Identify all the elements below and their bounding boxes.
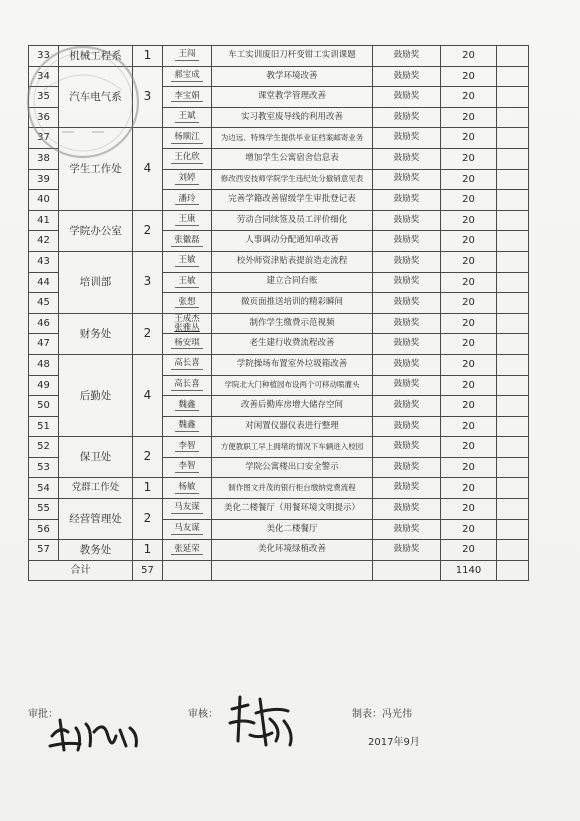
project-title: 学院操场布置室外垃圾箱改善 <box>212 354 373 375</box>
project-title: 建立合同台账 <box>212 272 373 293</box>
award-amount: 20 <box>441 66 497 87</box>
table-row <box>29 354 529 375</box>
table-row <box>29 540 529 561</box>
dept-name: 汽车电气系 <box>59 66 133 128</box>
blank-cell <box>497 313 529 334</box>
blank-cell <box>497 128 529 149</box>
dept-count: 4 <box>133 354 163 436</box>
award-amount: 20 <box>441 478 497 499</box>
project-title: 人事调动分配通知单改善 <box>212 231 373 252</box>
person-cell <box>163 375 212 396</box>
dept-name: 保卫处 <box>59 437 133 478</box>
person-name: 张徽磊 <box>171 236 203 247</box>
person-name: 王斌 <box>175 112 198 123</box>
project-title: 课堂教学管理改善 <box>212 87 373 108</box>
person-name: 王成杰 <box>174 314 200 325</box>
blank-cell <box>497 499 529 520</box>
dept-count: 2 <box>133 313 163 354</box>
total-row <box>29 560 529 581</box>
award-level: 鼓励奖 <box>373 457 441 478</box>
dept-name: 机械工程系 <box>59 46 133 67</box>
person-cell <box>163 128 212 149</box>
row-number: 52 <box>29 437 59 458</box>
award-level: 鼓励奖 <box>373 87 441 108</box>
project-title: 学院公寓楼出口安全警示 <box>212 457 373 478</box>
approver-signature <box>46 706 146 758</box>
dept-count: 1 <box>133 478 163 499</box>
row-number: 39 <box>29 169 59 190</box>
row-number: 54 <box>29 478 59 499</box>
project-title: 为边远、特殊学生提供毕业证档案邮寄业务 <box>212 128 373 149</box>
person-cell <box>163 334 212 355</box>
row-number: 37 <box>29 128 59 149</box>
blank-cell <box>497 66 529 87</box>
dept-count: 2 <box>133 210 163 251</box>
award-level: 鼓励奖 <box>373 478 441 499</box>
person-name: 李宝娟 <box>171 92 203 103</box>
person-name-second: 张雅丛 <box>174 322 200 333</box>
person-cell <box>163 66 212 87</box>
table-row <box>29 437 529 458</box>
project-title: 制作图文并茂的银行柜台缴纳党费流程 <box>212 478 373 499</box>
row-number: 42 <box>29 231 59 252</box>
table-row <box>29 66 529 87</box>
award-level: 鼓励奖 <box>373 190 441 211</box>
award-level: 鼓励奖 <box>373 334 441 355</box>
blank-cell <box>497 272 529 293</box>
total-amount: 1140 <box>441 560 497 581</box>
person-cell <box>163 169 212 190</box>
person-name: 杨安琪 <box>171 339 203 350</box>
person-name: 王化欣 <box>171 153 203 164</box>
award-level: 鼓励奖 <box>373 416 441 437</box>
project-title: 教学环境改善 <box>212 66 373 87</box>
award-amount: 20 <box>441 46 497 67</box>
approve-label: 审批： <box>28 709 58 720</box>
blank-cell <box>497 46 529 67</box>
person-cell <box>163 354 212 375</box>
project-title: 劳动合同续签及员工评价细化 <box>212 210 373 231</box>
project-title: 学院北大门种植园布设两个可移动喷灌头 <box>212 375 373 396</box>
row-number: 38 <box>29 148 59 169</box>
person-cell <box>163 46 212 67</box>
person-name: 马友谋 <box>171 524 203 535</box>
award-amount: 20 <box>441 354 497 375</box>
award-amount: 20 <box>441 169 497 190</box>
person-name: 王敏 <box>175 256 198 267</box>
person-cell <box>163 396 212 417</box>
dept-count: 1 <box>133 540 163 561</box>
table-row <box>29 128 529 149</box>
dept-count: 2 <box>133 499 163 540</box>
table-row <box>29 251 529 272</box>
row-number: 34 <box>29 66 59 87</box>
row-number: 44 <box>29 272 59 293</box>
award-level: 鼓励奖 <box>373 251 441 272</box>
blank-cell <box>497 334 529 355</box>
row-number: 43 <box>29 251 59 272</box>
row-number: 33 <box>29 46 59 67</box>
award-level: 鼓励奖 <box>373 107 441 128</box>
person-cell <box>163 148 212 169</box>
project-title: 校外师资津贴表提前造走流程 <box>212 251 373 272</box>
award-amount: 20 <box>441 251 497 272</box>
person-name: 高长喜 <box>171 380 203 391</box>
award-level: 鼓励奖 <box>373 519 441 540</box>
dept-name: 经营管理处 <box>59 499 133 540</box>
blank-cell <box>497 416 529 437</box>
person-name: 张延荣 <box>171 545 203 556</box>
award-amount: 20 <box>441 457 497 478</box>
blank-cell <box>497 457 529 478</box>
dept-count: 3 <box>133 66 163 128</box>
award-amount: 20 <box>441 128 497 149</box>
award-level: 鼓励奖 <box>373 293 441 314</box>
dept-name: 培训部 <box>59 251 133 313</box>
award-amount: 20 <box>441 540 497 561</box>
project-title: 美化环境绿植改善 <box>212 540 373 561</box>
row-number: 50 <box>29 396 59 417</box>
person-cell <box>163 313 212 334</box>
row-number: 51 <box>29 416 59 437</box>
award-level: 鼓励奖 <box>373 375 441 396</box>
row-number: 36 <box>29 107 59 128</box>
blank-cell <box>497 148 529 169</box>
award-amount: 20 <box>441 499 497 520</box>
table-row <box>29 210 529 231</box>
project-title: 完善学籍改善留级学生审批登记表 <box>212 190 373 211</box>
person-cell <box>163 210 212 231</box>
project-title: 微页面推送培训的精彩瞬间 <box>212 293 373 314</box>
person-name: 王康 <box>175 215 198 226</box>
blank-cell <box>497 437 529 458</box>
person-cell <box>163 293 212 314</box>
person-name: 刘婷 <box>175 174 198 185</box>
project-title: 美化二楼餐厅（用餐环境文明提示） <box>212 499 373 520</box>
dept-name: 教务处 <box>59 540 133 561</box>
award-level: 鼓励奖 <box>373 231 441 252</box>
row-number: 49 <box>29 375 59 396</box>
blank-cell <box>497 169 529 190</box>
award-amount: 20 <box>441 437 497 458</box>
person-cell <box>163 251 212 272</box>
dept-count: 2 <box>133 437 163 478</box>
project-title: 改善后勤库房增大储存空间 <box>212 396 373 417</box>
blank-cell <box>497 478 529 499</box>
person-name: 王闯 <box>175 50 198 61</box>
blank-cell <box>497 231 529 252</box>
row-number: 47 <box>29 334 59 355</box>
person-name: 魏鑫 <box>175 401 198 412</box>
dept-name: 学生工作处 <box>59 128 133 210</box>
award-level: 鼓励奖 <box>373 46 441 67</box>
award-amount: 20 <box>441 375 497 396</box>
person-name: 高长喜 <box>171 359 203 370</box>
award-level: 鼓励奖 <box>373 210 441 231</box>
blank-cell <box>497 190 529 211</box>
blank-cell <box>497 519 529 540</box>
person-cell <box>163 272 212 293</box>
blank-cell <box>497 87 529 108</box>
project-title: 增加学生公寓宿舍信息表 <box>212 148 373 169</box>
award-level: 鼓励奖 <box>373 313 441 334</box>
person-cell <box>163 416 212 437</box>
award-level: 鼓励奖 <box>373 354 441 375</box>
award-amount: 20 <box>441 313 497 334</box>
row-number: 35 <box>29 87 59 108</box>
table-row <box>29 478 529 499</box>
person-cell <box>163 499 212 520</box>
person-name: 李智 <box>175 462 198 473</box>
project-title: 美化二楼餐厅 <box>212 519 373 540</box>
person-cell <box>163 231 212 252</box>
award-amount: 20 <box>441 107 497 128</box>
blank-cell <box>497 560 529 581</box>
project-title: 对闲置仪器仪表进行整理 <box>212 416 373 437</box>
row-number: 46 <box>29 313 59 334</box>
blank-cell <box>497 210 529 231</box>
reviewer-signature <box>226 689 300 751</box>
award-level: 鼓励奖 <box>373 272 441 293</box>
project-title: 实习教室废导线的利用改善 <box>212 107 373 128</box>
person-name: 杨顺江 <box>171 133 203 144</box>
row-number: 55 <box>29 499 59 520</box>
person-name: 张想 <box>175 298 198 309</box>
project-title: 老生建行收费流程改善 <box>212 334 373 355</box>
dept-name: 党群工作处 <box>59 478 133 499</box>
award-level: 鼓励奖 <box>373 396 441 417</box>
row-number: 41 <box>29 210 59 231</box>
project-title: 修改西安技师学院学生违纪处分撤销意见表 <box>212 169 373 190</box>
row-number: 53 <box>29 457 59 478</box>
blank-cell <box>497 375 529 396</box>
award-amount: 20 <box>441 210 497 231</box>
award-amount: 20 <box>441 190 497 211</box>
award-level: 鼓励奖 <box>373 540 441 561</box>
person-cell <box>163 437 212 458</box>
person-name: 李智 <box>175 442 198 453</box>
person-name: 王敏 <box>175 277 198 288</box>
blank-cell <box>497 354 529 375</box>
total-label: 合计 <box>29 560 133 581</box>
award-level: 鼓励奖 <box>373 437 441 458</box>
award-level: 鼓励奖 <box>373 148 441 169</box>
blank-cell <box>497 107 529 128</box>
award-amount: 20 <box>441 231 497 252</box>
award-amount: 20 <box>441 334 497 355</box>
document-date: 2017年9月 <box>368 737 420 748</box>
row-number: 40 <box>29 190 59 211</box>
total-count: 57 <box>133 560 163 581</box>
person-name: 魏鑫 <box>175 421 198 432</box>
dept-name: 财务处 <box>59 313 133 354</box>
person-name: 马友谋 <box>171 503 203 514</box>
dept-name: 学院办公室 <box>59 210 133 251</box>
award-level: 鼓励奖 <box>373 128 441 149</box>
review-label: 审核： <box>188 709 218 720</box>
award-level: 鼓励奖 <box>373 499 441 520</box>
person-name: 郝宝成 <box>171 71 203 82</box>
award-amount: 20 <box>441 416 497 437</box>
dept-count: 3 <box>133 251 163 313</box>
blank-cell <box>373 560 441 581</box>
person-cell <box>163 457 212 478</box>
blank-cell <box>163 560 212 581</box>
award-amount: 20 <box>441 519 497 540</box>
award-level: 鼓励奖 <box>373 169 441 190</box>
blank-cell <box>497 396 529 417</box>
award-amount: 20 <box>441 87 497 108</box>
table-row <box>29 313 529 334</box>
blank-cell <box>497 293 529 314</box>
dept-name: 后勤处 <box>59 354 133 436</box>
maker-label: 制表：冯光伟 <box>352 709 412 720</box>
person-name: 潘玲 <box>175 195 198 206</box>
dept-count: 1 <box>133 46 163 67</box>
person-cell <box>163 540 212 561</box>
project-title: 方便教职工早上拥堵的情况下车辆进入校园 <box>212 437 373 458</box>
blank-cell <box>212 560 373 581</box>
blank-cell <box>497 540 529 561</box>
project-title: 车工实训废旧刀杆变钳工实训课题 <box>212 46 373 67</box>
person-cell <box>163 107 212 128</box>
person-cell <box>163 478 212 499</box>
person-name: 杨敏 <box>175 483 198 494</box>
award-level: 鼓励奖 <box>373 66 441 87</box>
blank-cell <box>497 251 529 272</box>
row-number: 57 <box>29 540 59 561</box>
row-number: 45 <box>29 293 59 314</box>
award-amount: 20 <box>441 272 497 293</box>
person-cell <box>163 519 212 540</box>
dept-count: 4 <box>133 128 163 210</box>
project-title: 制作学生缴费示范视频 <box>212 313 373 334</box>
row-number: 48 <box>29 354 59 375</box>
award-amount: 20 <box>441 293 497 314</box>
table-row <box>29 46 529 67</box>
person-cell <box>163 87 212 108</box>
award-table <box>28 45 529 581</box>
row-number: 56 <box>29 519 59 540</box>
table-row <box>29 499 529 520</box>
award-amount: 20 <box>441 396 497 417</box>
award-amount: 20 <box>441 148 497 169</box>
person-cell <box>163 190 212 211</box>
